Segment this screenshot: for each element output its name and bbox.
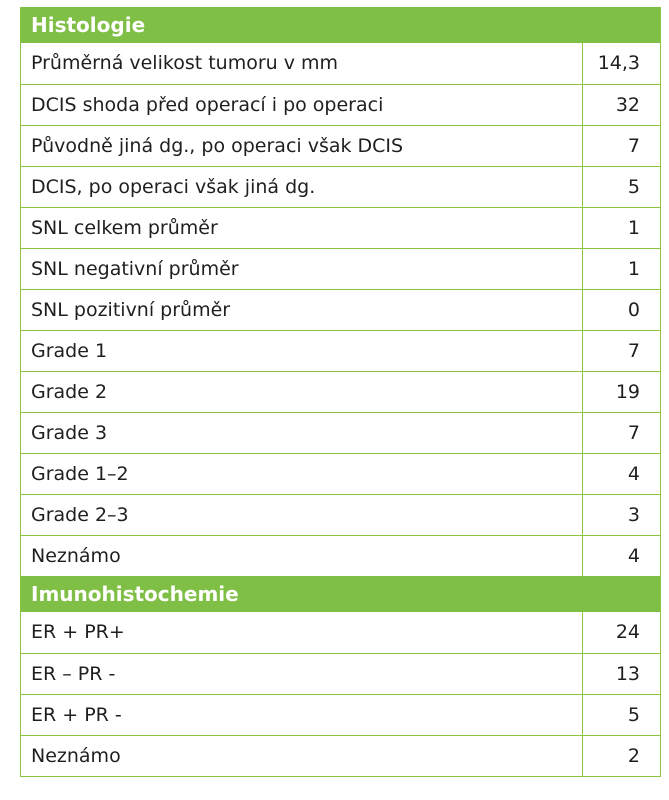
row-label: Původně jiná dg., po operaci však DCIS	[31, 135, 404, 157]
table-row	[21, 653, 660, 694]
table-row	[21, 166, 660, 207]
table-row	[21, 289, 660, 330]
row-value: 2	[582, 736, 660, 776]
table-row	[21, 412, 660, 453]
row-value: 13	[582, 654, 660, 694]
row-label: Neznámo	[31, 545, 121, 567]
row-label: Neznámo	[31, 745, 121, 767]
results-table	[20, 7, 661, 777]
table-row	[21, 535, 660, 576]
row-label: SNL pozitivní průměr	[31, 299, 231, 321]
section-header-histologie: Histologie	[21, 7, 660, 43]
table-row	[21, 207, 660, 248]
row-value: 32	[582, 85, 660, 125]
table-row	[21, 371, 660, 412]
row-label: Grade 1	[31, 340, 108, 362]
row-value: 7	[582, 413, 660, 453]
row-label: Grade 1–2	[31, 463, 129, 485]
table-row	[21, 494, 660, 535]
row-label: ER + PR+	[31, 621, 125, 643]
table-row	[21, 248, 660, 289]
section-header-imunohistochemie: Imunohistochemie	[21, 576, 660, 612]
row-label: ER + PR -	[31, 704, 122, 726]
table-row	[21, 612, 660, 653]
row-value: 4	[582, 454, 660, 494]
row-value: 1	[582, 208, 660, 248]
table-row	[21, 694, 660, 735]
row-label: ER – PR -	[31, 663, 116, 685]
table-row	[21, 43, 660, 84]
row-value: 19	[582, 372, 660, 412]
row-value: 14,3	[582, 43, 660, 84]
row-value: 5	[582, 167, 660, 207]
row-value: 24	[582, 612, 660, 653]
table-row	[21, 84, 660, 125]
row-label: SNL negativní průměr	[31, 258, 239, 280]
row-label: Průměrná velikost tumoru v mm	[31, 52, 339, 74]
row-value: 3	[582, 495, 660, 535]
table-row	[21, 125, 660, 166]
row-label: DCIS, po operaci však jiná dg.	[31, 176, 316, 198]
table-row	[21, 735, 660, 776]
table-row	[21, 453, 660, 494]
row-value: 5	[582, 695, 660, 735]
row-label: Grade 2–3	[31, 504, 129, 526]
row-label: Grade 2	[31, 381, 108, 403]
row-value: 0	[582, 290, 660, 330]
row-value: 7	[582, 126, 660, 166]
row-label: DCIS shoda před operací i po operaci	[31, 94, 384, 116]
row-label: Grade 3	[31, 422, 108, 444]
row-label: SNL celkem průměr	[31, 217, 218, 239]
row-value: 4	[582, 536, 660, 576]
row-value: 7	[582, 331, 660, 371]
table-row	[21, 330, 660, 371]
row-value: 1	[582, 249, 660, 289]
